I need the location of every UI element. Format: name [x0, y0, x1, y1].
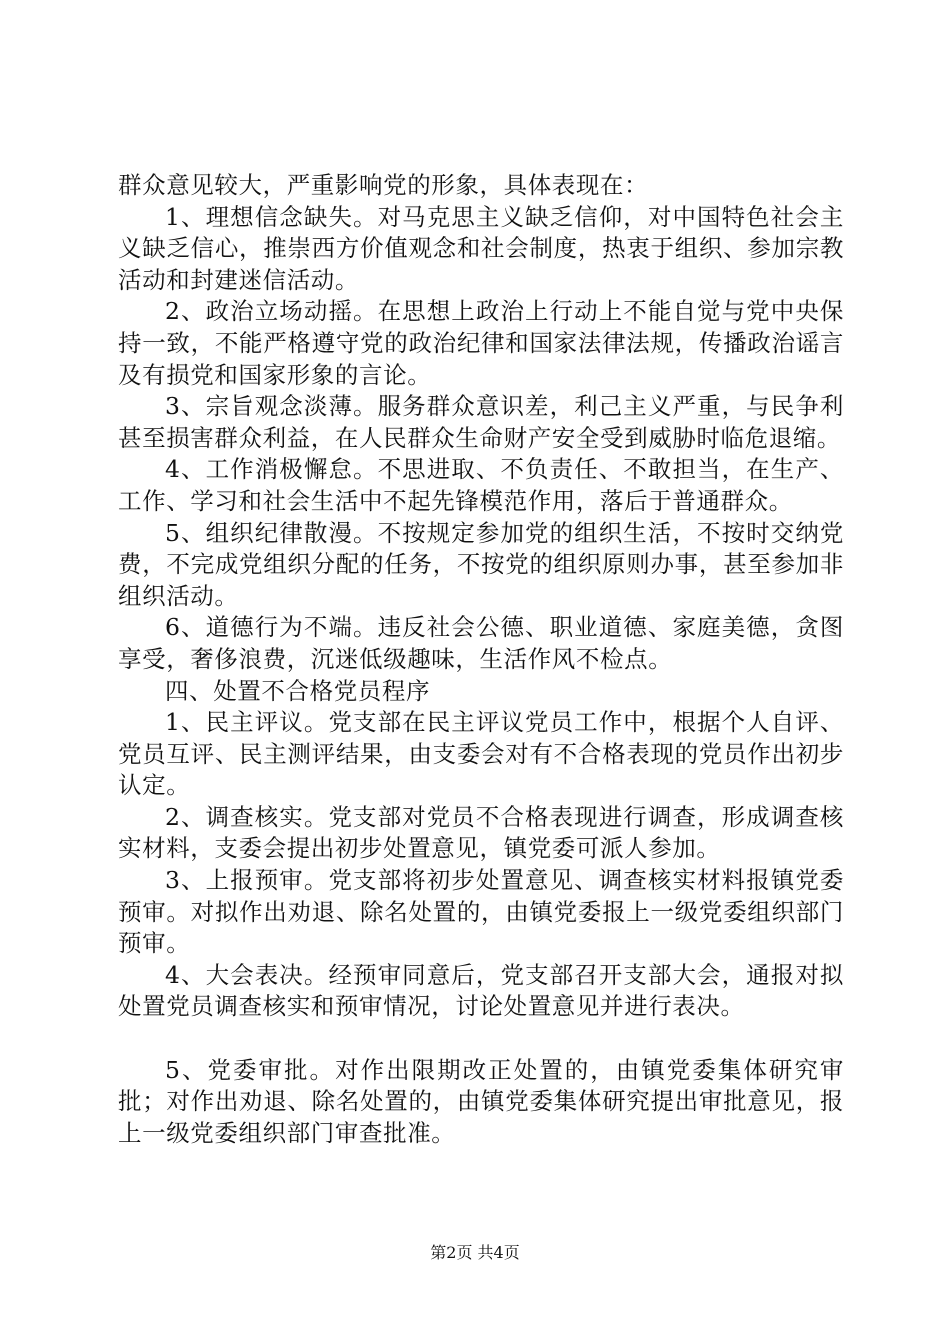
procedure-step-4: 4、大会表决。经预审同意后，党支部召开支部大会，通报对拟处置党员调查核实和预审情况，讨论处置意见并进行表决。 [118, 960, 844, 1021]
paragraph-item-1: 1、理想信念缺失。对马克思主义缺乏信仰，对中国特色社会主义缺乏信心，推崇西方价值观念和社会制度，热衷于组织、参加宗教活动和封建迷信活动。 [118, 202, 844, 294]
paragraph-continuation: 群众意见较大，严重影响党的形象，具体表现在： [118, 171, 649, 199]
procedure-step-3: 3、上报预审。党支部将初步处置意见、调查核实材料报镇党委预审。对拟作出劝退、除名处置的，由镇党委报上一级党委组织部门预审。 [118, 866, 844, 958]
document-body [118, 170, 844, 1149]
procedure-step-5: 5、党委审批。对作出限期改正处置的，由镇党委集体研究审批；对作出劝退、除名处置的，由镇党委集体研究提出审批意见，报上一级党委组织部门审查批准。 [118, 1055, 844, 1147]
page-number-footer: 第2页 共4页 [430, 1243, 520, 1262]
paragraph-item-4: 4、工作消极懈怠。不思进取、不负责任、不敢担当，在生产、工作、学习和社会生活中不起先锋模范作用，落后于普通群众。 [118, 455, 844, 515]
section-heading: 四、处置不合格党员程序 [165, 676, 431, 705]
procedure-step-2: 2、调查核实。党支部对党员不合格表现进行调查，形成调查核实材料，支委会提出初步处置意见，镇党委可派人参加。 [118, 802, 844, 863]
paragraph-item-3: 3、宗旨观念淡薄。服务群众意识差，利己主义严重，与民争利甚至损害群众利益，在人民群众生命财产安全受到威胁时临危退缩。 [118, 392, 844, 452]
paragraph-item-5: 5、组织纪律散漫。不按规定参加党的组织生活，不按时交纳党费，不完成党组织分配的任务，不按党的组织原则办事，甚至参加非组织活动。 [118, 518, 844, 610]
procedure-step-1: 1、民主评议。党支部在民主评议党员工作中，根据个人自评、党员互评、民主测评结果，由支委会对有不合格表现的党员作出初步认定。 [118, 708, 844, 800]
paragraph-item-2: 2、政治立场动摇。在思想上政治上行动上不能自觉与党中央保持一致，不能严格遵守党的政治纪律和国家法律法规，传播政治谣言及有损党和国家形象的言论。 [118, 297, 844, 389]
paragraph-item-6: 6、道德行为不端。违反社会公德、职业道德、家庭美德，贪图享受，奢侈浪费，沉迷低级趣味，生活作风不检点。 [118, 613, 844, 673]
